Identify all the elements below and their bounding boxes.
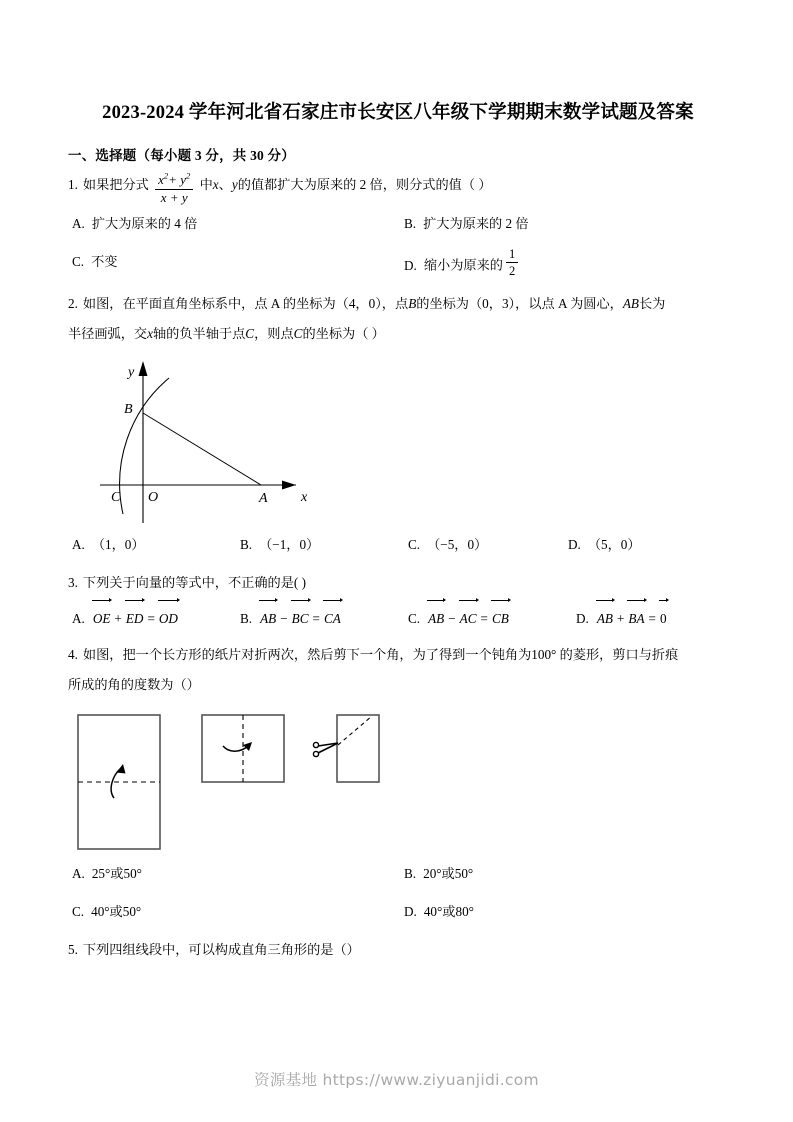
question-4-option-c[interactable]	[72, 897, 141, 927]
label-axis-x: x	[301, 490, 308, 506]
question-2-option-b[interactable]	[240, 530, 319, 560]
question-3-option-c[interactable]	[408, 602, 510, 634]
question-4-options	[68, 859, 728, 927]
footer-brand: 资源基地	[254, 1071, 318, 1089]
segment-ba	[143, 413, 261, 485]
vector-cb: CB	[491, 604, 510, 634]
operator-equals: =	[312, 611, 320, 627]
y-axis-arrowhead	[139, 361, 148, 376]
fold-step-3-rect	[337, 715, 379, 782]
question-1-var-y: y	[231, 177, 238, 192]
question-2-point-c2: C	[293, 326, 303, 342]
numerator-exponent: 2	[163, 170, 169, 181]
question-2-line2-e: ，则点	[254, 326, 294, 342]
option-text: 扩大为原来的 2 倍	[423, 216, 529, 232]
option-label: C.	[408, 611, 421, 627]
question-5	[68, 935, 728, 965]
question-3-option-a[interactable]	[72, 602, 179, 634]
question-3	[68, 568, 728, 598]
option-text: （−5，0）	[427, 537, 488, 553]
question-2-number: 2.	[68, 296, 78, 312]
option-text: 扩大为原来的 4 倍	[91, 216, 198, 232]
operator-equals: =	[147, 611, 155, 627]
option-row	[68, 859, 728, 889]
option-row	[68, 247, 728, 281]
question-2-option-d[interactable]	[568, 530, 641, 560]
question-2-option-c[interactable]	[408, 530, 487, 560]
question-1-options	[68, 209, 728, 281]
question-4-figure	[72, 710, 732, 855]
vector-ca: CA	[323, 604, 342, 634]
option-label: D.	[404, 257, 417, 273]
question-2-options	[68, 530, 728, 560]
option-text: 25°或50°	[91, 866, 142, 882]
question-2-line2-c: 轴的负半轴于点	[152, 326, 246, 342]
label-b: B	[124, 402, 133, 418]
option-row	[68, 209, 728, 239]
option-label: A.	[72, 537, 85, 553]
question-1-number: 1.	[68, 177, 78, 192]
question-1-option-c[interactable]	[72, 247, 117, 277]
option-text: 不变	[91, 254, 118, 270]
vector-oe: OE	[92, 604, 112, 634]
question-4	[68, 640, 728, 670]
option-label: B.	[404, 866, 417, 882]
option-row	[68, 897, 728, 927]
question-2-axis-x: x	[147, 326, 153, 342]
question-4-option-a[interactable]	[72, 859, 142, 889]
fraction-numerator	[155, 170, 193, 190]
paper-folding-steps-svg	[72, 710, 732, 855]
question-4-option-d[interactable]	[404, 897, 474, 927]
option-text: （5，0）	[587, 537, 641, 553]
page-content	[68, 96, 728, 965]
option-d-fraction	[506, 247, 518, 278]
option-label: C.	[72, 254, 85, 270]
label-o: O	[148, 490, 159, 506]
operator-minus: −	[448, 611, 456, 627]
vector-zero: 0	[659, 604, 668, 634]
fraction-denominator: x + y	[160, 189, 188, 205]
option-label: A.	[72, 611, 85, 627]
option-label: A.	[72, 866, 85, 882]
footer-watermark	[0, 1068, 793, 1090]
question-2-line1-a: 如图，在平面直角坐标系中，点 A 的坐标为（4，0），点	[82, 296, 409, 312]
vector-ba: BA	[627, 604, 645, 634]
option-text: 缩小为原来的	[423, 257, 503, 273]
question-2-line1-e: 长为	[638, 296, 666, 312]
option-label: D.	[576, 611, 589, 627]
question-5-stem: 下列四组线段中，可以构成直角三角形的是（）	[82, 942, 360, 958]
question-3-number: 3.	[68, 575, 78, 591]
option-label: C.	[408, 537, 421, 553]
option-label: C.	[72, 904, 85, 920]
question-1-option-a[interactable]	[72, 209, 197, 239]
arc-curve	[120, 378, 169, 514]
label-axis-y: y	[128, 365, 135, 381]
option-text: （−1，0）	[259, 537, 320, 553]
question-3-option-d[interactable]	[576, 602, 668, 634]
vector-bc: BC	[291, 604, 310, 634]
operator-equals: =	[480, 611, 488, 627]
option-row	[68, 602, 728, 632]
option-label: B.	[404, 216, 417, 232]
question-1-sep: 、	[218, 177, 232, 192]
question-4-option-b[interactable]	[404, 859, 473, 889]
operator-plus: +	[616, 611, 625, 627]
question-2-segment-ab: AB	[622, 296, 639, 312]
vector-ab: AB	[427, 604, 445, 634]
question-1-stem-before: 如果把分式	[82, 177, 149, 192]
option-label: D.	[568, 537, 581, 553]
label-a: A	[259, 491, 268, 507]
question-1-option-b[interactable]	[404, 209, 529, 239]
option-text: （1，0）	[91, 537, 145, 553]
question-4-line2: 所成的角的度数为（）	[68, 677, 200, 693]
question-2-option-a[interactable]	[72, 530, 145, 560]
question-5-number: 5.	[68, 942, 78, 958]
vector-ab: AB	[259, 604, 277, 634]
option-text: 40°或50°	[91, 904, 142, 920]
option-text: 20°或50°	[423, 866, 474, 882]
question-2-line2-g: 的坐标为（ ）	[302, 326, 385, 342]
question-1-fraction	[155, 170, 193, 205]
question-2	[68, 289, 728, 319]
numerator-rest-exponent: 2	[186, 170, 191, 181]
option-text: 40°或80°	[423, 904, 474, 920]
option-label: B.	[240, 611, 253, 627]
question-2-point-c: C	[245, 326, 255, 342]
question-1-stem-after: 的值都扩大为原来的 2 倍，则分式的值（ ）	[237, 177, 492, 192]
question-2-line2-a: 半径画弧，交	[68, 326, 148, 342]
option-label: D.	[404, 904, 417, 920]
option-label: A.	[72, 216, 85, 232]
question-4-line1: 如图，把一个长方形的纸片对折两次，然后剪下一个角，为了得到一个钝角为100° 的菱形，剪口与折痕	[82, 647, 679, 663]
x-axis-arrowhead	[282, 481, 296, 490]
question-2-line2	[68, 319, 728, 349]
question-2-line1-c: 的坐标为（0，3），以点 A 为圆心，	[416, 296, 623, 312]
coordinate-plane-arc-svg	[96, 351, 326, 526]
scissors-icon	[313, 742, 338, 756]
section-header: 一、选择题（每小题 3 分，共 30 分）	[68, 148, 295, 163]
numerator-base: x	[158, 171, 164, 187]
question-3-option-b[interactable]	[240, 602, 342, 634]
operator-plus: +	[114, 611, 122, 627]
question-1-option-d[interactable]	[404, 247, 521, 281]
footer-url: https://www.ziyuanjidi.com	[322, 1071, 539, 1089]
option-row	[68, 530, 728, 560]
question-1	[68, 170, 728, 205]
question-2-figure	[96, 351, 326, 526]
vector-ed: ED	[125, 604, 145, 634]
question-2-point-b: B	[408, 296, 417, 312]
option-label: B.	[240, 537, 253, 553]
page-title: 2023-2024 学年河北省石家庄市长安区八年级下学期期末数学试题及答案	[102, 103, 694, 123]
question-1-stem-mid: 中	[199, 177, 213, 192]
question-3-stem: 下列关于向量的等式中，不正确的是( )	[82, 575, 306, 591]
operator-equals: =	[648, 611, 656, 627]
numerator-rest: + y	[168, 171, 186, 187]
question-3-options	[68, 602, 728, 632]
label-c: C	[111, 490, 121, 506]
fraction-numerator: 1	[506, 247, 518, 263]
operator-minus: −	[280, 611, 288, 627]
question-4-number: 4.	[68, 647, 78, 663]
question-1-var-x: x	[212, 177, 219, 192]
fraction-denominator: 2	[508, 264, 516, 279]
vector-ac: AC	[459, 604, 478, 634]
vector-ab: AB	[596, 604, 614, 634]
vector-od: OD	[158, 604, 179, 634]
